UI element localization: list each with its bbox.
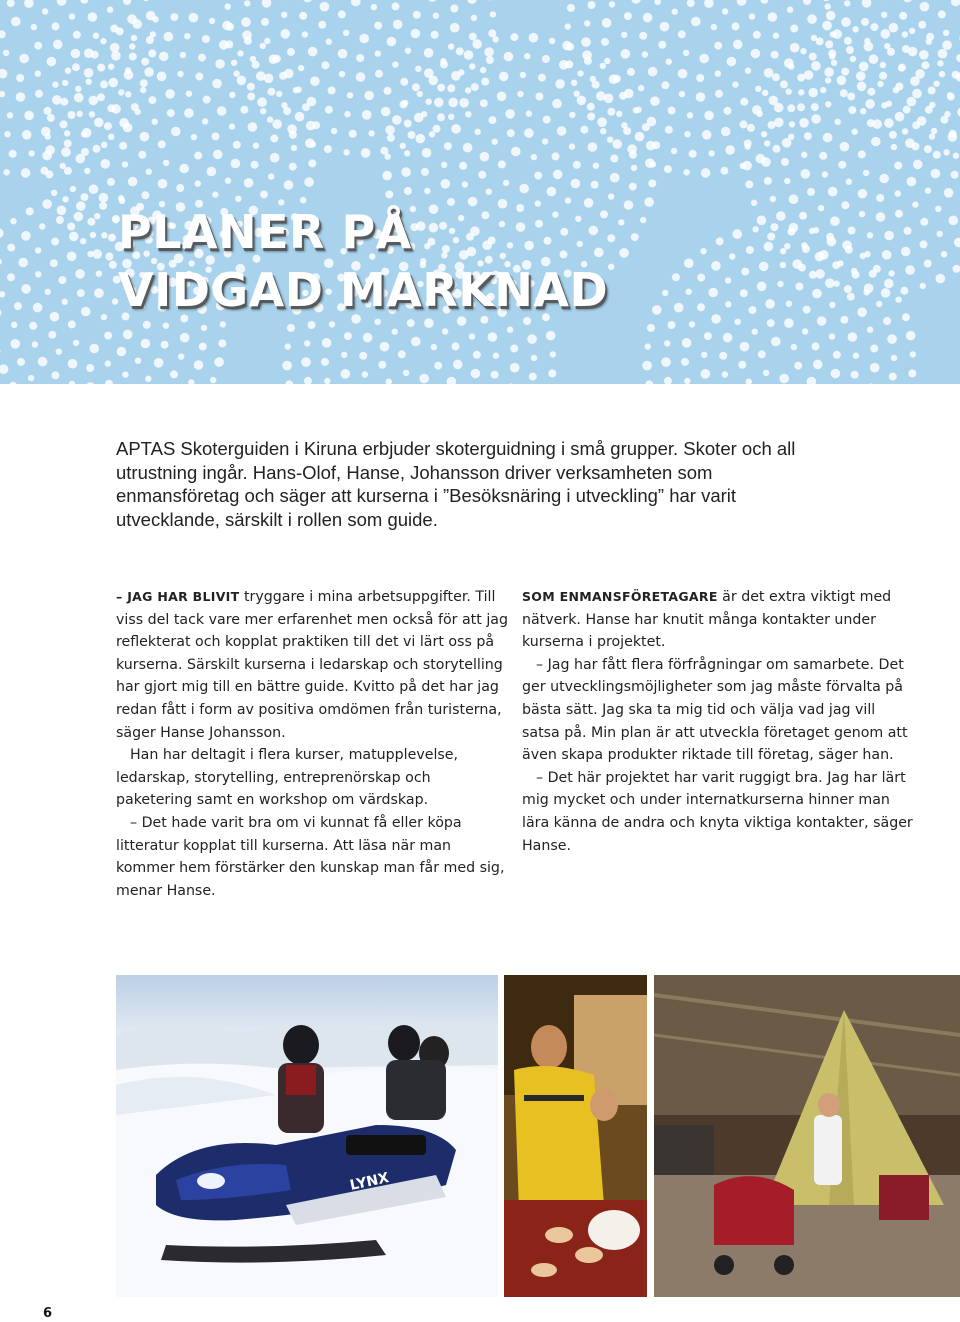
photo-snowmobile	[116, 975, 498, 1297]
body-column-left	[116, 586, 508, 902]
photo-hall	[654, 975, 960, 1297]
page-title	[118, 203, 608, 319]
paragraph	[116, 586, 508, 744]
lead-in: SOM ENMANSFÖRETAGARE	[522, 589, 718, 604]
title-line-2: VIDGAD MARKNAD	[118, 263, 609, 317]
paragraph	[522, 586, 914, 654]
snowmobile-brand: LYNX	[348, 1170, 391, 1194]
paragraph: – Det här projektet har varit ruggigt bra. Jag har lärt mig mycket och under internatkurserna hinner man lära känna de andra och knyta viktiga kontakter, säger Hanse.	[522, 769, 913, 854]
paragraph: Han har deltagit i flera kurser, matupplevelse, ledarskap, storytelling, entreprenörskap och paketering samt en workshop om värdskap.	[116, 747, 459, 809]
lead-in: – JAG HAR BLIVIT	[116, 589, 240, 604]
paragraph: – Det hade varit bra om vi kunnat få eller köpa litteratur kopplat till kurserna. Att läsa när man kommer hem förstärker den kunskap man får med sig, menar Hanse.	[116, 814, 505, 899]
body-column-right	[522, 586, 914, 857]
photo-kitchen	[504, 975, 647, 1297]
title-line-1: PLANER PÅ	[118, 205, 412, 259]
page-number: 6	[43, 1306, 53, 1321]
lead-paragraph: APTAS Skoterguiden i Kiruna erbjuder skoterguidning i små grupper. Skoter och all utrustning ingår. Hans-Olof, Hanse, Johansson driver verksamheten som enmansföretag och säger att kurserna i ”Besöksnäring i utveckling” har varit utvecklande, särskilt i rollen som guide.	[116, 438, 796, 530]
paragraph-text: är det extra viktigt med nätverk. Hanse har knutit många kontakter under kurserna i projektet.	[522, 589, 892, 651]
dot-pattern	[0, 0, 960, 384]
paragraph: – Jag har fått flera förfrågningar om samarbete. Det ger utvecklingsmöjligheter som jag måste förvalta på bästa sätt. Jag ska ta mig tid och välja vad jag vill satsa på. Min plan är att utveckla företaget genom att även skapa produkter riktade till företag, säger han.	[522, 656, 908, 764]
header-banner	[0, 0, 960, 384]
paragraph-text: tryggare i mina arbetsuppgifter. Till viss del tack vare mer erfarenhet men också för att jag reflekterat och kopplat praktiken till det vi lärt oss på kurserna. Särskilt kurserna i ledarskap och storytelling har gjort mig till en bättre guide. Kvitto på det har jag redan fått i form av positiva omdömen från turisterna, säger Hanse Johansson.	[116, 589, 508, 741]
